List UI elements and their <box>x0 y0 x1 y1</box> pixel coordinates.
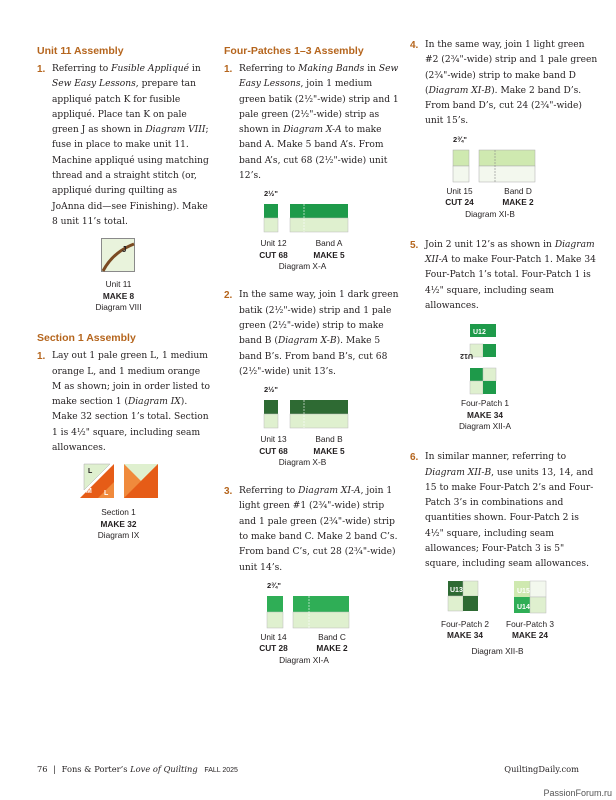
label-l1: L <box>88 468 93 476</box>
step-text: Referring to Making Bands in Sew Easy Lessons, join 1 medium green batik (2½"-wide) strip and 1 pale green (2½"-wide) strip as shown in Diagram X-A to make band A. Make 5 band A’s. From band A’s, cut 68 (2½"-wide) unit 12’s. <box>239 64 399 182</box>
magazine-title: Love of Quilting <box>130 764 198 774</box>
site-url: QuiltingDaily.com <box>504 764 579 774</box>
band-d-caption <box>488 186 548 209</box>
band-a-illustration <box>264 200 384 236</box>
band-d-bottom <box>479 166 535 182</box>
u15-label: U15 <box>517 587 530 595</box>
make-qty: MAKE 24 <box>512 630 548 641</box>
make-qty: MAKE 34 <box>467 409 503 420</box>
fp2-tr <box>463 581 478 596</box>
column-3 <box>410 38 600 661</box>
diagram-name: Diagram VIII <box>95 302 142 313</box>
unit-name: Four-Patch 2 <box>441 618 489 629</box>
fp1-br <box>483 381 496 394</box>
unit12-caption <box>246 238 301 261</box>
step-number: 3. <box>224 486 233 498</box>
fp2-br <box>463 596 478 611</box>
fp3-tr <box>530 581 546 597</box>
unit11-step <box>37 62 212 230</box>
column-2 <box>224 45 399 676</box>
diagram-name: Diagram X-B <box>278 457 327 468</box>
unit14-bottom <box>267 612 283 628</box>
unit12-bottom <box>264 218 278 232</box>
diagram-viii <box>37 238 212 320</box>
page-number: 76 <box>37 764 48 774</box>
section1-layout-illustration <box>80 464 158 498</box>
band-c-top <box>293 596 349 612</box>
step-number: 2. <box>224 290 233 302</box>
fp1-bl <box>470 381 483 394</box>
footer-left <box>37 764 238 774</box>
unit11-block-illustration <box>101 238 135 272</box>
band-d-illustration <box>453 146 573 184</box>
band-b-illustration <box>264 396 384 432</box>
diagram-name: Diagram XII-A <box>458 421 512 432</box>
step-text: Referring to Diagram XI-A, join 1 light green #1 (2¾"-wide) strip and 1 pale green (2¾"-wide) strip to make band C. Make 2 band C’s. From band C’s, cut 28 (2¾"-wide) unit 14’s. <box>239 486 398 573</box>
diagram-x-a <box>224 188 399 284</box>
unit-name: Unit 13 <box>260 434 287 445</box>
fp3-br <box>530 597 546 613</box>
u12-label-top: U12 <box>473 329 486 337</box>
diagram-xii-b <box>410 581 600 661</box>
fp2-bl <box>448 596 463 611</box>
cut-qty: CUT 24 <box>445 197 474 208</box>
u12-label-mid: U12 <box>460 352 473 360</box>
step-number: 1. <box>224 64 233 75</box>
make-qty: MAKE 2 <box>316 643 348 654</box>
fp-step-4 <box>410 38 600 130</box>
u14-label: U14 <box>517 603 530 611</box>
diagram-ix-caption <box>37 507 200 542</box>
unit-name: Unit 11 <box>105 279 132 290</box>
step-text: In the same way, join 1 dark green batik (2½"-wide) strip and 1 pale green (2½"-wide) strip to make band B (Diagram X-B). Make 5 band B’s. From band B’s, cut 68 (2½"-wide) unit 13’s. <box>239 290 399 377</box>
four-patch-2-illustration <box>448 581 484 615</box>
diagram-name: Diagram XII-B <box>471 645 524 656</box>
issue-label: FALL 2025 <box>204 767 238 774</box>
step-number: 1. <box>37 351 46 363</box>
unit15-caption <box>432 186 487 209</box>
measure-label: 2¾" <box>453 134 467 144</box>
make-qty: MAKE 2 <box>502 197 534 208</box>
column-1 <box>37 45 212 554</box>
step-text: Join 2 unit 12’s as shown in Diagram XII-A to make Four-Patch 1. Make 34 Four-Patch 1’s total. Four-Patch 1 is 4½" square, including seam allowances. <box>425 239 596 311</box>
unit13-caption <box>246 434 301 457</box>
make-qty: MAKE 8 <box>102 290 135 301</box>
band-a-caption <box>299 238 359 261</box>
patch-label-j: J <box>122 245 127 255</box>
fp-step-5 <box>410 238 600 314</box>
cut-qty: CUT 28 <box>259 643 288 654</box>
unit-name: Four-Patch 1 <box>461 398 509 409</box>
cut-qty: CUT 68 <box>259 445 288 456</box>
unit13-bottom <box>264 414 278 428</box>
magazine-prefix: Fons & Porter’s <box>61 764 131 774</box>
make-qty: MAKE 5 <box>313 445 345 456</box>
step-number: 5. <box>410 239 419 251</box>
band-b-caption <box>299 434 359 457</box>
section1-heading: Section 1 Assembly <box>37 332 136 345</box>
four-patch-1-illustration <box>460 324 500 404</box>
diagram-x-b <box>224 384 399 480</box>
step-text: In similar manner, referring to Diagram XII-B, use units 13, 14, and 15 to make Four-Patch 2’s and Four-Patch 3’s in combinations and quantities shown. Four-Patch 2 is 4½" square, including seam allowances; Four-Patch 3 is 5" square, including seam allowances. <box>425 452 594 570</box>
diagram-xi-a <box>224 580 399 676</box>
diagram-name: Diagram XI-A <box>279 654 329 665</box>
make-qty: MAKE 32 <box>100 518 137 529</box>
fp1-tr <box>483 368 496 381</box>
unit14-caption <box>246 632 301 655</box>
step-number: 4. <box>410 40 419 51</box>
fp-step-3 <box>224 484 399 576</box>
measure-label: 2½" <box>264 189 278 199</box>
unit-name: Unit 14 <box>260 631 287 642</box>
fp-step-1 <box>224 62 399 184</box>
unit15-bottom <box>453 166 469 182</box>
band-name: Band D <box>504 185 532 196</box>
band-name: Band A <box>315 238 343 249</box>
four-patch-3-caption <box>495 619 565 642</box>
label-l2: L <box>104 490 109 498</box>
u13-label: U13 <box>450 586 463 594</box>
make-qty: MAKE 5 <box>313 249 345 260</box>
measure-label: 2½" <box>264 385 278 395</box>
step-text: Referring to Fusible Appliqué in Sew Easy Lessons, prepare tan appliqué patch K for fusible appliqué. Place tan K on pale green J as shown in Diagram VIII; fuse in place to make unit 11. Machine appliqué using matching thread and a straight stitch (or, appliqué during quilting as JoAnna did—see Finishing). Make 8 unit 11’s total. <box>52 64 209 227</box>
unit-name: Section 1 <box>101 507 136 518</box>
make-qty: MAKE 34 <box>447 630 483 641</box>
unit14-top <box>267 596 283 612</box>
band-b-bottom <box>290 414 348 428</box>
cut-qty: CUT 68 <box>259 249 288 260</box>
step-number: 6. <box>410 452 419 464</box>
footer-separator: | <box>53 764 56 774</box>
watermark: PassionForum.ru <box>543 788 612 798</box>
label-m: M <box>86 488 92 496</box>
band-name: Band C <box>318 631 346 642</box>
fp-step-6 <box>410 450 600 572</box>
diagram-xi-b <box>410 134 600 230</box>
four-patch-2-caption <box>430 619 500 642</box>
step-number: 1. <box>37 64 46 75</box>
fp1-tl <box>470 368 483 381</box>
unit-name: Unit 15 <box>446 185 473 196</box>
diagram-viii-caption <box>37 279 200 314</box>
unit11-heading: Unit 11 Assembly <box>37 45 124 57</box>
unit12-top <box>264 204 278 218</box>
band-c-caption <box>302 632 362 655</box>
band-c-bottom <box>293 612 349 628</box>
band-c-illustration <box>267 592 387 630</box>
u12b-green <box>483 344 496 357</box>
band-a-bottom <box>290 218 348 232</box>
diagram-xii-a-caption <box>430 398 540 433</box>
band-d-top <box>479 150 535 166</box>
band-a-top <box>290 204 348 218</box>
measure-label: 2¾" <box>267 580 281 590</box>
four-patches-heading: Four-Patches 1–3 Assembly <box>224 45 364 57</box>
fp-step-2 <box>224 288 399 380</box>
diagram-ix <box>37 464 212 554</box>
section1-step <box>37 349 212 456</box>
step-text: Lay out 1 pale green L, 1 medium orange L, and 1 medium orange M as shown; join in order listed to make section 1 (Diagram IX). Make 32 section 1’s total. Section 1 is 4½" square, including seam allowances. <box>52 351 211 454</box>
four-patch-3-illustration <box>514 581 550 615</box>
diagram-name: Diagram IX <box>97 530 140 541</box>
diagram-name: Diagram X-A <box>278 261 327 272</box>
unit15-top <box>453 150 469 166</box>
band-name: Band B <box>315 434 343 445</box>
diagram-name: Diagram XI-B <box>465 208 515 219</box>
step-text: In the same way, join 1 light green #2 (2¾"-wide) strip and 1 pale green (2¾"-wide) strip to make band D (Diagram XI-B). Make 2 band D’s. From band D’s, cut 24 (2¾"-wide) unit 15’s. <box>425 40 598 127</box>
unit13-top <box>264 400 278 414</box>
diagram-xii-a <box>410 324 600 450</box>
unit-name: Four-Patch 3 <box>506 618 554 629</box>
band-b-top <box>290 400 348 414</box>
unit-name: Unit 12 <box>260 238 287 249</box>
